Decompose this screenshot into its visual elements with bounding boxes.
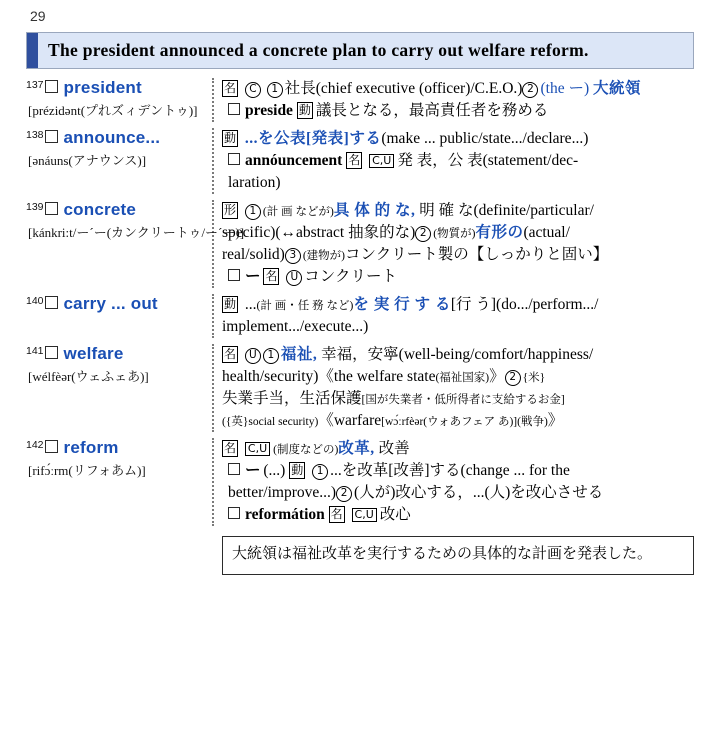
entry-definition bbox=[222, 200, 694, 288]
sentence-accent-bar bbox=[27, 33, 38, 68]
entry-welfare bbox=[26, 344, 694, 432]
sense-2-icon: 2 bbox=[522, 82, 538, 98]
sense-3-icon: 3 bbox=[285, 248, 301, 264]
headword[interactable]: carry ... out bbox=[63, 294, 158, 314]
countable-icon: C bbox=[245, 82, 261, 98]
phonetic: [prézidənt(プれズィデントゥ)] bbox=[28, 103, 198, 119]
entry-definition bbox=[222, 78, 694, 122]
countable-uncountable-icon: C,U bbox=[352, 508, 377, 522]
headword[interactable]: welfare bbox=[63, 344, 124, 364]
headword[interactable]: president bbox=[63, 78, 142, 98]
column-divider bbox=[212, 344, 214, 432]
sense-2-icon: 2 bbox=[336, 486, 352, 502]
page-number: 29 bbox=[30, 8, 46, 24]
entry-left-column bbox=[26, 344, 212, 385]
entry-list bbox=[26, 78, 694, 526]
translation-spacer bbox=[26, 536, 222, 575]
entry-definition bbox=[222, 344, 694, 432]
pos-verb-icon: 動 bbox=[224, 297, 237, 312]
phonetic: [kánkri:t/ーˊー(カンクリートゥ/ーˊー)] bbox=[28, 225, 245, 241]
countable-uncountable-icon: C,U bbox=[245, 442, 270, 456]
entry-left-column bbox=[26, 438, 212, 479]
derivative-line: ー 名 U コンクリート bbox=[228, 266, 694, 288]
checkbox[interactable] bbox=[228, 507, 240, 519]
column-divider bbox=[212, 128, 214, 194]
entry-number: 140 bbox=[26, 295, 44, 308]
pos-verb-icon: 動 bbox=[298, 103, 311, 118]
headword-line bbox=[26, 128, 206, 148]
checkbox[interactable] bbox=[228, 463, 240, 475]
example-sentence-text: The president announced a concrete plan to carry out welfare reform. bbox=[48, 40, 589, 60]
entry-number: 138 bbox=[26, 129, 44, 142]
headword-line bbox=[26, 200, 206, 220]
sense-1-icon: 1 bbox=[312, 464, 328, 480]
phonetic: [wélfèər(ウェふェあ)] bbox=[28, 369, 149, 385]
page-content bbox=[26, 32, 694, 575]
definition-line: 動 ...を公表[発表]する(make ... public/state.../declare...) bbox=[224, 130, 589, 148]
headword[interactable]: concrete bbox=[63, 200, 136, 220]
entry-announce bbox=[26, 128, 694, 194]
entry-number: 139 bbox=[26, 201, 44, 214]
entry-number: 141 bbox=[26, 345, 44, 358]
sense-1-icon: 1 bbox=[245, 204, 261, 220]
entry-definition bbox=[222, 294, 694, 338]
headword-line bbox=[26, 438, 206, 458]
headword[interactable]: reform bbox=[63, 438, 119, 458]
checkbox[interactable] bbox=[45, 202, 58, 215]
definition-line: 名 C 1 社長(chief executive (officer)/C.E.O.) 2 (the ー) 大統領 bbox=[224, 80, 642, 98]
entry-left-column bbox=[26, 294, 212, 316]
checkbox[interactable] bbox=[45, 346, 58, 359]
entry-concrete bbox=[26, 200, 694, 288]
column-divider bbox=[212, 78, 214, 122]
pos-adjective-icon: 形 bbox=[224, 203, 237, 218]
definition-line: 形 1 (計 画 などが)具 体 的 な, 明 確 な(definite/particular/ specific)(↔abstract 抽象的な) 2 (物質が)有形の(actual/ real/solid) 3 (建物が)コンクリート製の【しっかりと固い】 bbox=[222, 202, 609, 264]
headword-line bbox=[26, 78, 206, 98]
entry-left-column bbox=[26, 78, 212, 119]
phonetic: [rifɔ́ːrm(リフォあム)] bbox=[28, 463, 146, 479]
derivative-line: ー (...) 動 1 ...を改革[改善]する(change ... for the better/improve...) 2 (人が)改心する，...(人)を改心させる bbox=[228, 462, 604, 502]
pos-noun-icon: 名 bbox=[224, 347, 237, 362]
uncountable-icon: U bbox=[245, 348, 261, 364]
checkbox[interactable] bbox=[45, 296, 58, 309]
entry-president bbox=[26, 78, 694, 122]
example-sentence-box bbox=[26, 32, 694, 69]
entry-definition bbox=[222, 128, 694, 194]
checkbox[interactable] bbox=[228, 269, 240, 281]
phonetic: [ənáuns(アナウンス)] bbox=[28, 153, 147, 169]
translation-box: 大統領は福祉改革を実行するための具体的な計画を発表した。 bbox=[222, 536, 694, 575]
headword-line bbox=[26, 344, 206, 364]
column-divider bbox=[212, 294, 214, 338]
pos-noun-icon: 名 bbox=[224, 441, 237, 456]
derivative-line: preside 動 議長となる，最高責任者を務める bbox=[228, 100, 694, 122]
pos-noun-icon: 名 bbox=[330, 507, 343, 522]
countable-uncountable-icon: C,U bbox=[369, 154, 394, 168]
column-divider bbox=[212, 200, 214, 288]
definition-line: 名 U 1 福祉, 幸福，安寧(well-being/comfort/happiness/ health/security)《the welfare state(福祉国家)》 2 {米} 失業手当，生活保護[国が失業者・低所得者に支給するお金] ({英}social security)《warfare[wɔ́ːrfèər(ウォあフェア あ)](戦争)》 bbox=[222, 346, 594, 430]
checkbox[interactable] bbox=[45, 130, 58, 143]
uncountable-icon: U bbox=[286, 270, 302, 286]
entry-carry-out bbox=[26, 294, 694, 338]
checkbox[interactable] bbox=[45, 440, 58, 453]
definition-line: 名 C,U (制度などの)改革, 改善 bbox=[224, 440, 410, 458]
definition-line: 動 ...(計 画・任 務 など)を 実 行 す る[行 う](do.../perform.../ implement.../execute...) bbox=[222, 296, 599, 336]
column-divider bbox=[212, 438, 214, 526]
checkbox[interactable] bbox=[228, 153, 240, 165]
derivative-line: reformátion 名 C,U 改心 bbox=[228, 504, 694, 526]
entry-definition bbox=[222, 438, 694, 526]
sense-1-icon: 1 bbox=[263, 348, 279, 364]
entry-left-column bbox=[26, 128, 212, 169]
pos-noun-icon: 名 bbox=[265, 269, 278, 284]
checkbox[interactable] bbox=[45, 80, 58, 93]
pos-verb-icon: 動 bbox=[224, 131, 237, 146]
entry-left-column bbox=[26, 200, 245, 241]
translation-row bbox=[26, 536, 694, 575]
headword-line bbox=[26, 294, 206, 314]
sense-2-icon: 2 bbox=[505, 370, 521, 386]
pos-verb-icon: 動 bbox=[291, 463, 304, 478]
derivative-line: annóuncement 名 C,U 発 表，公 表(statement/dec- laration) bbox=[228, 152, 579, 192]
sense-1-icon: 1 bbox=[267, 82, 283, 98]
checkbox[interactable] bbox=[228, 103, 240, 115]
sense-2-icon: 2 bbox=[415, 226, 431, 242]
entry-number: 142 bbox=[26, 439, 44, 452]
entry-reform bbox=[26, 438, 694, 526]
entry-number: 137 bbox=[26, 79, 44, 92]
pos-noun-icon: 名 bbox=[348, 153, 361, 168]
pos-noun-icon: 名 bbox=[224, 81, 237, 96]
headword[interactable]: announce... bbox=[63, 128, 161, 148]
